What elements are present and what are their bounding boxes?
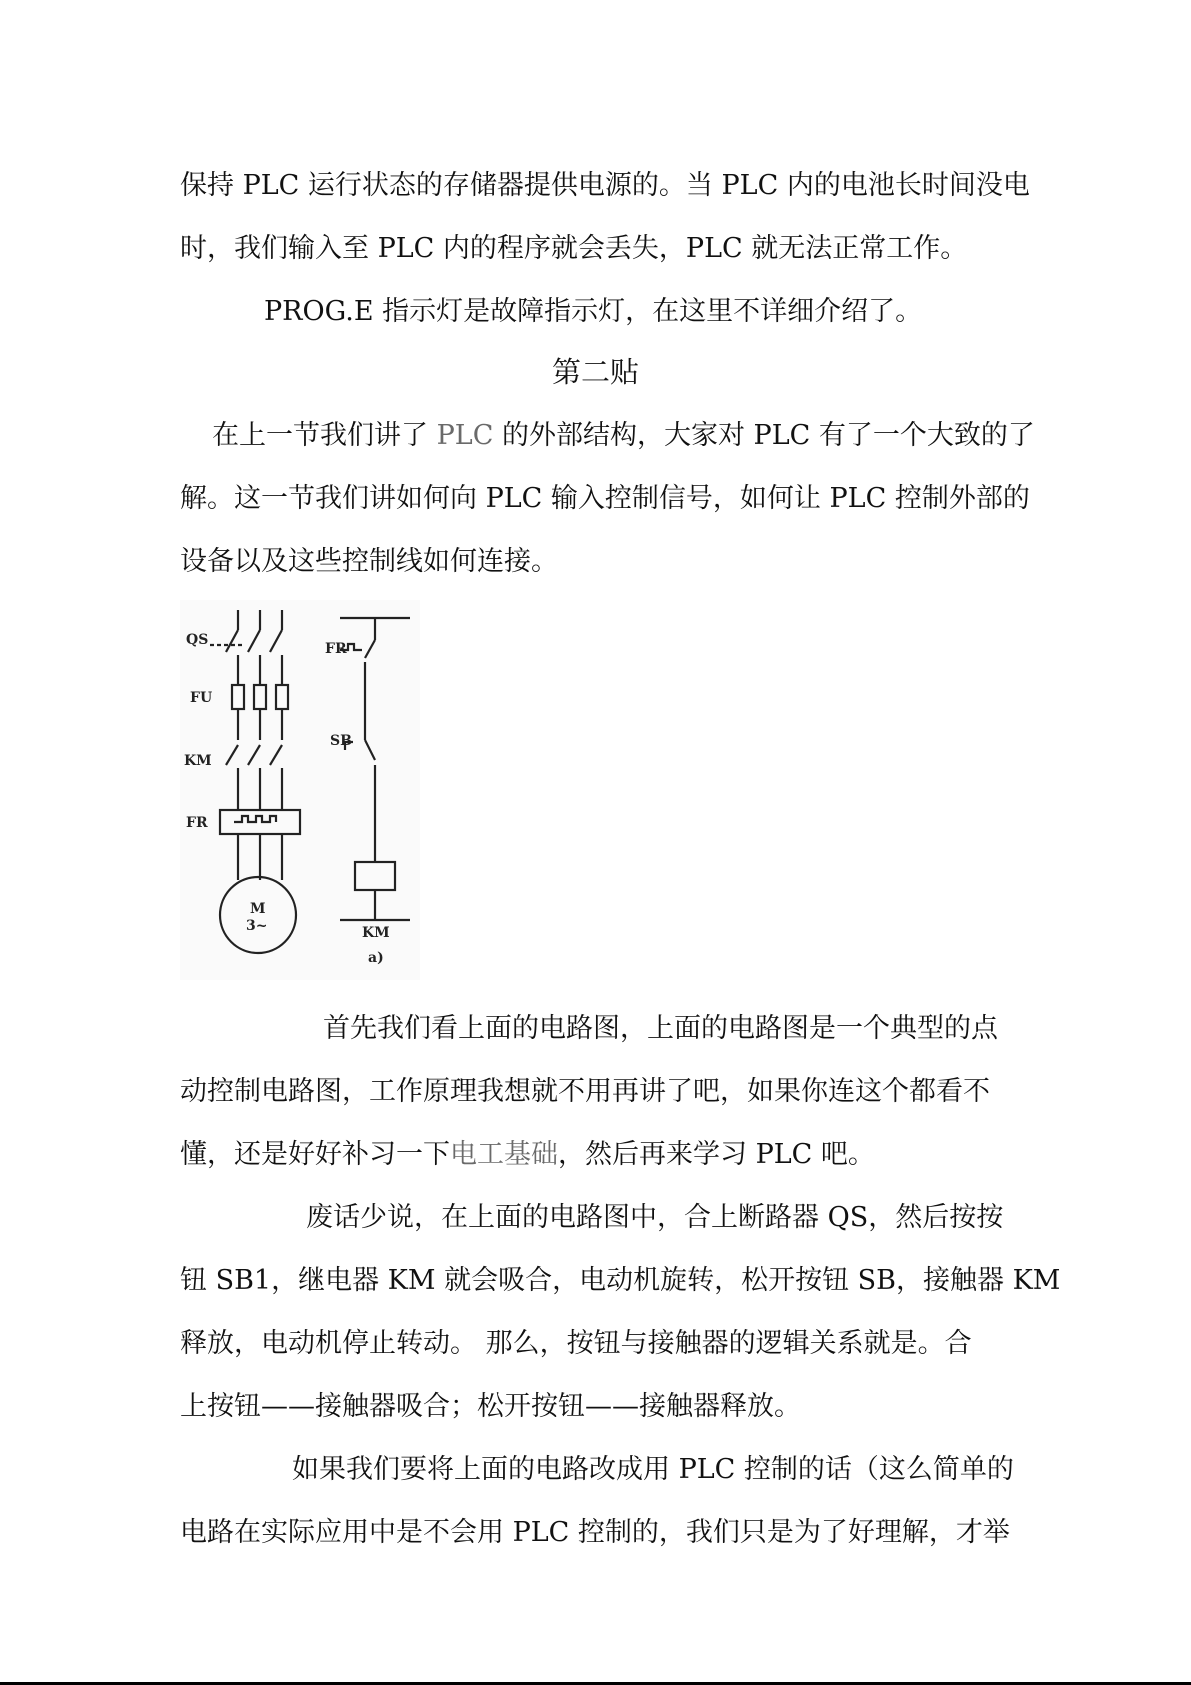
paragraph-line: 废话少说，在上面的电路图中，合上断路器 QS，然后按按 [306, 1202, 1004, 1233]
label-km: KM [184, 753, 212, 769]
text-span: ，然后再来学习 PLC 吧。 [558, 1139, 875, 1170]
label-fu: FU [190, 690, 213, 706]
label-motor-phase: 3~ [246, 918, 268, 934]
paragraph-line [212, 413, 1035, 452]
paragraph-line: PROG.E 指示灯是故障指示灯，在这里不详细介绍了。 [264, 296, 923, 327]
circuit-diagram [180, 600, 420, 980]
text-span: 懂，还是好好补习一下 [180, 1139, 450, 1170]
paragraph-line: 解。这一节我们讲如何向 PLC 输入控制信号，如何让 PLC 控制外部的 [180, 483, 1030, 514]
paragraph-line: 首先我们看上面的电路图，上面的电路图是一个典型的点 [323, 1013, 998, 1044]
paragraph-line: 电路在实际应用中是不会用 PLC 控制的，我们只是为了好理解，才举 [180, 1517, 1010, 1548]
text-span: 的外部结构，大家对 PLC 有了一个大致的了 [493, 420, 1035, 451]
label-coil-km: KM [362, 925, 390, 941]
electrical-basics-link[interactable]: 电工基础 [450, 1139, 558, 1170]
label-motor: M [250, 901, 266, 917]
paragraph-line: 时，我们输入至 PLC 内的程序就会丢失，PLC 就无法正常工作。 [180, 233, 968, 264]
paragraph-line: 保持 PLC 运行状态的存储器提供电源的。当 PLC 内的电池长时间没电 [180, 170, 1030, 201]
paragraph-line: 释放，电动机停止转动。 那么，按钮与接触器的逻辑关系就是。合 [180, 1328, 972, 1359]
paragraph-line: 动控制电路图，工作原理我想就不用再讲了吧，如果你连这个都看不 [180, 1076, 990, 1107]
label-fr-control: FR [325, 641, 347, 657]
section-title: 第二贴 [551, 355, 639, 389]
plc-link[interactable]: PLC [436, 420, 494, 451]
label-qs: QS [186, 632, 209, 648]
paragraph-line: 如果我们要将上面的电路改成用 PLC 控制的话（这么简单的 [292, 1454, 1014, 1485]
paragraph-line [180, 1132, 875, 1171]
label-fr: FR [186, 815, 208, 831]
paragraph-line: 设备以及这些控制线如何连接。 [180, 546, 558, 577]
paragraph-line: 钮 SB1，继电器 KM 就会吸合，电动机旋转，松开按钮 SB，接触器 KM [180, 1265, 1061, 1296]
figure-caption: a) [368, 950, 384, 966]
label-sb: SB [330, 733, 352, 749]
paragraph-line: 上按钮——接触器吸合；松开按钮——接触器释放。 [180, 1391, 801, 1422]
circuit-diagram-svg [180, 600, 420, 980]
text-span: 在上一节我们讲了 [212, 420, 437, 451]
